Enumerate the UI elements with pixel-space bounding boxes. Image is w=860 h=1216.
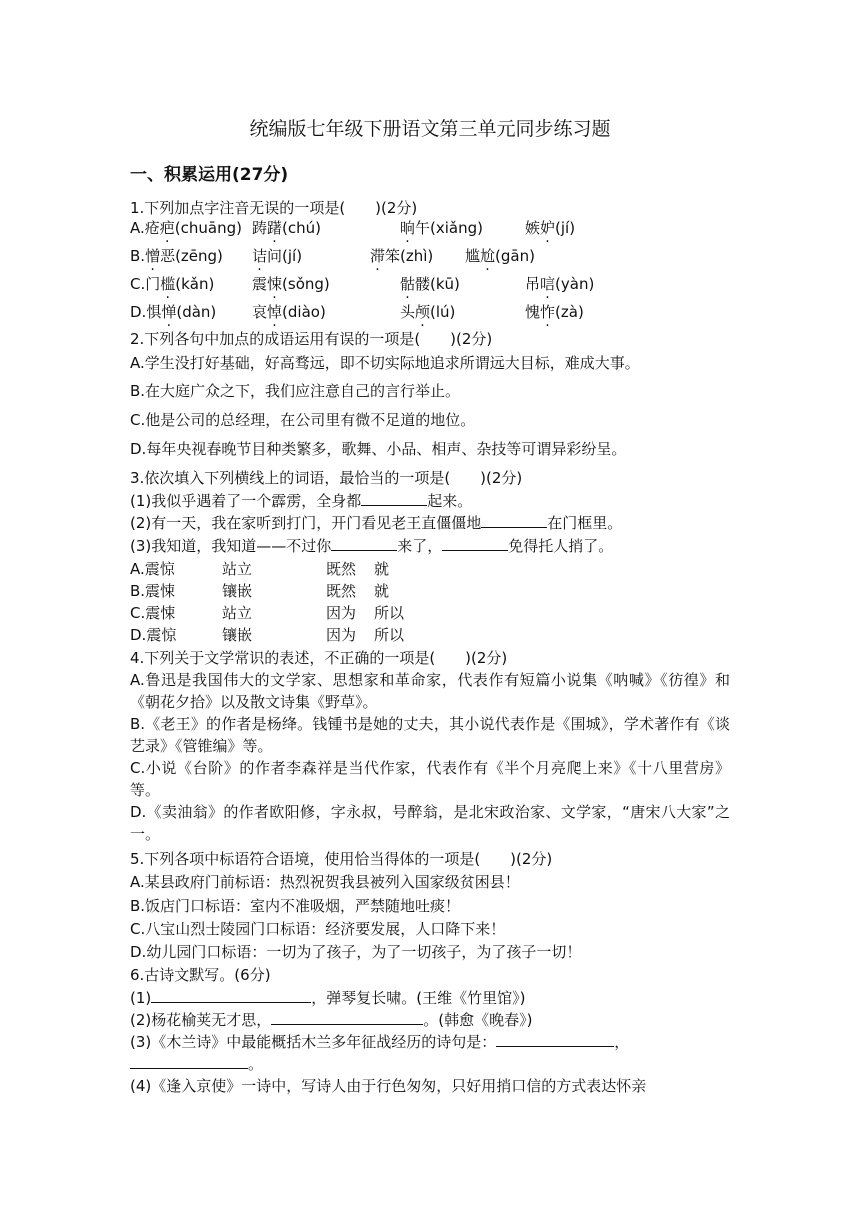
q5-option-d: D.幼儿园门口标语：一切为了孩子，为了一切孩子，为了孩子一切！ bbox=[130, 943, 582, 961]
blank bbox=[496, 1031, 614, 1047]
blank bbox=[151, 987, 311, 1003]
blank bbox=[331, 535, 397, 551]
q2-option-b: B.在大庭广众之下，我们应注意自己的言行举止。 bbox=[130, 382, 461, 400]
q1-stem: 1.下列加点字注音无误的一项是( )(2分) bbox=[130, 199, 418, 217]
q3-stem: 3.依次填入下列横线上的词语，最恰当的一项是( )(2分) bbox=[130, 469, 523, 487]
q4-stem: 4.下列关于文学常识的表述，不正确的一项是( )(2分) bbox=[130, 649, 508, 667]
q3-sentence-1: (1)我似乎遇着了一个霹雳，全身都 起来。 bbox=[130, 492, 473, 510]
q6-line-4: (4)《逢入京使》一诗中，写诗人由于行色匆匆，只好用捎口信的方式表达怀亲 bbox=[130, 1077, 647, 1095]
q1-word: A.疮疤(chuāng) bbox=[130, 219, 242, 237]
q4-option-c: C.小说《台阶》的作者李森祥是当代作家，代表作有《半个月亮爬上来》《十八里营房》等。 bbox=[130, 759, 730, 799]
q3-sentence-2: (2)有一天，我在家听到打门，开门看见老王直僵僵地 在门框里。 bbox=[130, 514, 623, 532]
q5-option-c: C.八宝山烈士陵园门口标语：经济要发展，人口降下来！ bbox=[130, 920, 506, 938]
q5-option-b: B.饭店门口标语：室内不准吸烟，严禁随地吐痰！ bbox=[130, 897, 461, 915]
q6-line-3: (3)《木兰诗》中最能概括木兰多年征战经历的诗句是： ， bbox=[130, 1033, 630, 1051]
page-title: 统编版七年级下册语文第三单元同步练习题 bbox=[249, 118, 611, 140]
q6-line-3-cont: 。 bbox=[130, 1053, 263, 1075]
q4-option-d: D.《卖油翁》的作者欧阳修，字永叔，号醉翁，是北宋政治家、文学家，“唐宋八大家”之一。 bbox=[130, 803, 730, 843]
q5-option-a: A.某县政府门前标语：热烈祝贺我县被列入国家级贫困县！ bbox=[130, 873, 520, 891]
blank bbox=[442, 535, 508, 551]
q2-option-c: C.他是公司的总经理，在公司里有微不足道的地位。 bbox=[130, 411, 476, 429]
q6-line-1: (1) ，弹琴复长啸。(王维《竹里馆》) bbox=[130, 989, 526, 1007]
blank bbox=[130, 1053, 248, 1069]
q6-stem: 6.古诗文默写。(6分) bbox=[130, 966, 271, 984]
q3-sentence-3: (3)我知道，我知道——不过你 来了， 免得托人捎了。 bbox=[130, 537, 614, 555]
q2-option-d: D.每年央视春晚节目种类繁多，歌舞、小品、相声、杂技等可谓异彩纷呈。 bbox=[130, 440, 627, 458]
q4-option-a: A.鲁迅是我国伟大的文学家、思想家和革命家，代表作有短篇小说集《呐喊》《彷徨》和《朝花夕拾》以及散文诗集《野草》。 bbox=[130, 671, 730, 711]
blank bbox=[481, 512, 547, 528]
blank bbox=[271, 1009, 423, 1025]
blank bbox=[361, 490, 427, 506]
q4-option-b: B.《老王》的作者是杨绛。钱锺书是她的丈夫，其小说代表作是《围城》，学术著作有《谈艺录》《管锥编》等。 bbox=[130, 715, 730, 755]
q5-stem: 5.下列各项中标语符合语境，使用恰当得体的一项是( )(2分) bbox=[130, 850, 553, 868]
q2-stem: 2.下列各句中加点的成语运用有误的一项是( )(2分) bbox=[130, 330, 493, 348]
document-page: 统编版七年级下册语文第三单元同步练习题 一、积累运用(27分) 1.下列加点字注音无误的一项是( )(2分) A.疮疤(chuāng) 踌躇(chú) 晌午(xiǎng) 嫉妒(jí) B.憎恶(zēng) 诘问(jí) 滞笨(zhì) 尴尬(gān) C.门槛(kǎn) 震悚(sǒng) 骷髅(kū) 吊唁(yàn) D.惧惮(dàn) 哀悼(diào) 头颅(lú) 愧怍(zà) 2.下列各句中加点的成语运用有误的一项是( )(2分) A.学生没打好基础，好高骛远，即不切实际地追求所谓远大目标，难成大事。 B.在大庭广众之下，我们应注意自己的言行举止。 C.他是公司的总经理，在公司里有微不足道的地位。 D.每年央视春晚节目种类繁多，歌舞、小品、相声、杂技等可谓异彩纷呈。 3.依次填入下列横线上的词语，最恰当的一项是( )(2分) (1)我似乎遇着了一个霹雳，全身都 起来。 (2)有一天，我在家听到打门，开门看见老王直僵僵地 在门框里。 (3)我知道，我知道——不过你 来了， 免得托人捎了。 A.震惊 站立 既然 就 B.震悚 镶嵌 既然 就 C.震悚 站立 因为 所以 D.震惊 镶嵌 因为 所以 4.下列关于文学常识的表述，不正确的一项是( )(2分) A.鲁迅是我国伟大的文学家、思想家和革命家，代表作有短篇小说集《呐喊》《彷徨》和《朝花夕拾》以及散文诗集《野草》。 B.《老王》的作者是杨绛。钱锺书是她的丈夫，其小说代表作是《围城》，学术著作有《谈艺录》《管锥编》等。 C.小说《台阶》的作者李森祥是当代作家，代表作有《半个月亮爬上来》《十八里营房》等。 D.《卖油翁》的作者欧阳修，字永叔，号醉翁，是北宋政治家、文学家，“唐宋八大家”之一。 5.下列各项中标语符合语境，使用恰当得体的一项是( )(2分) A.某县政府门前标语：热烈祝贺我县被列入国家级贫困县！ B.饭店门口标语：室内不准吸烟，严禁随地吐痰！ C.八宝山烈士陵园门口标语：经济要发展，人口降下来！ D.幼儿园门口标语：一切为了孩子，为了一切孩子，为了孩子一切！ 6.古诗文默写。(6分) (1) ，弹琴复长啸。(王维《竹里馆》) (2)杨花榆荚无才思， 。(韩愈《晚春》) (3)《木兰诗》中最能概括木兰多年征战经历的诗句是： ， 。 (4)《逢入京使》一诗中，写诗人由于行色匆匆，只好用捎口信的方式表达怀亲 bbox=[0, 0, 860, 1216]
section-heading: 一、积累运用(27分) bbox=[130, 165, 289, 185]
q6-line-2: (2)杨花榆荚无才思， 。(韩愈《晚春》) bbox=[130, 1011, 533, 1029]
q2-option-a: A.学生没打好基础，好高骛远，即不切实际地追求所谓远大目标，难成大事。 bbox=[130, 354, 640, 372]
